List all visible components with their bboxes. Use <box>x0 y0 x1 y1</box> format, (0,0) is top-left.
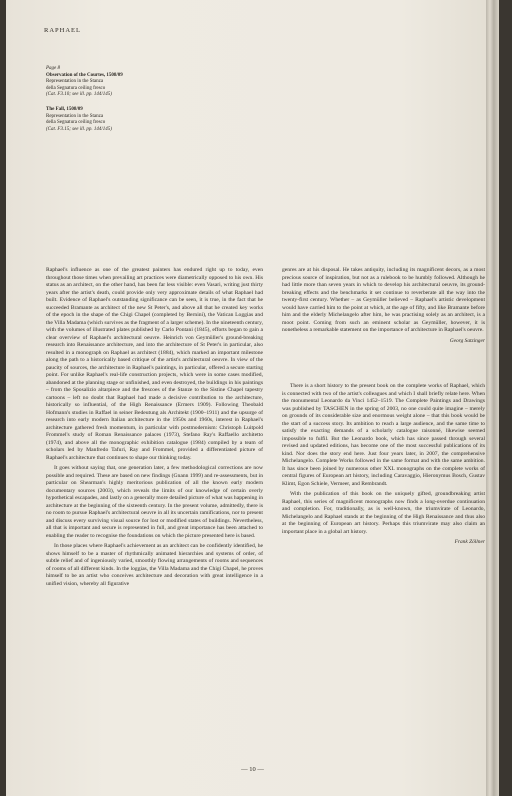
caption-title: Observation of the Courtes, 1508/09 <box>46 72 123 78</box>
caption-page-label: Page 8 <box>46 66 61 71</box>
body-paragraph: Raphael's influence as one of the greatest painters has endured right up to today, even throughout those times when prevailing art practices were diametrically opposed to his own. His status as an architect, on the other hand, has been far less visible: even Vasari, writing just thirty years after the artist's death, could provide only very approximate details of what Raphael had built. Evidence of Raphael's outstanding significance can be seen, it is true, in the fact that he succeeded Bramante as architect of the new St Peter's, and above all that he created key works of the epoch in the shape of the Chigi Chapel (completed by Bernini), the Vatican Loggias and the Villa Madama (which survives as the fragment of a larger scheme). In the nineteenth century, with the volumes of illustrated plates published by Carlo Pontani (1845), efforts began to gain a clear overview of Raphael's architectural oeuvre. Heinrich von Geymüller's ground-breaking research into Renaissance architecture, and into the architecture of St Peter's in particular, also resulted in a monograph on Raphael as architect (1884), which marked an important milestone along the path to a historically based critique of the artist's architectural oeuvre. In view of the paucity of sources, the architecture in Raphael's paintings, in particular, offered a secure starting point. For unlike Raphael's real-life construction projects, which were in some cases modified, abandoned at the planning stage or unfinished, and even destroyed, the buildings in his paintings – from the Sposalizio altarpiece and the frescoes of the Stanze to the Sistine Chapel tapestry cartoons – left no doubt that Raphael had made a decisive contribution to the architecture, historically so influential, of the High Renaissance (Ermers 1909). Following Theobald Hofmann's studies in Raffael in seiner Bedeutung als Architekt (1900–1911) and the upsurge of research into early modern Italian architecture in the 1950s and 1960s, interest in Raphael's architecture gathered fresh momentum, in particular with postmodernism: Christoph Luitpold Frommel's study of Roman Renaissance palaces (1973), Stefano Ray's Raffaello architetto (1974), and above all the monographic exhibition catalogue (1984) compiled by a team of scholars led by Manfredo Tafuri, Ray and Frommel, provided a differentiated picture of Raphael's architecture that continues to shape our thinking today. <box>46 267 263 461</box>
caption-line: Representation in the Stanza <box>46 113 104 119</box>
body-paragraph: With the publication of this book on the uniquely gifted, groundbreaking artist Raphael, this series of magnificent monographs now finds a long-overdue continuation and completion. For, traditionally, as is well-known, the triumvirate of Leonardo, Michelangelo and Raphael stands at the beginning of the High Renaissance and thus also at the beginning of European art history. Perhaps this triumvirate may also claim an important place in a global art history. <box>282 491 485 535</box>
right-text-column <box>282 267 485 547</box>
caption-ref: (Cat. F3.15; see ill. pp. 144/145) <box>46 126 112 132</box>
caption-2 <box>46 107 226 133</box>
caption-title: The Fall, 1508/09 <box>46 106 83 112</box>
caption-line: della Segnatura ceiling fresco <box>46 120 106 126</box>
section-gap <box>282 345 485 383</box>
caption-block <box>46 66 226 141</box>
caption-line: della Segnatura ceiling fresco <box>46 85 106 91</box>
running-head: RAPHAEL <box>44 27 81 34</box>
body-paragraph: genres are at his disposal. He takes antiquity, including its magnificent decors, as a most precious source of inspiration, but not as a rulebook to be humbly followed. Although he had little more than seven years in which to develop his architectural oeuvre, its ground-breaking effects and the benchmarks it set continue to reverberate all the way into the twenty-first century. Whether – as Geymüller believed – Raphael's artistic development would have carried him to the point at which, at the age of fifty, and like Bramante before him and the elderly Michelangelo after him, he was practising solely as an architect, is a moot point. Coming from such an eminent scholar as Geymüller, however, it is nonetheless a remarkable statement on the importance of architecture in Raphael's oeuvre. <box>282 267 485 333</box>
left-text-column <box>46 267 263 591</box>
body-paragraph: It goes without saying that, one generation later, a few methodological corrections are now possible and required. These are based on new findings (Gnann 1999) and re-assessments, but in particular on Shearman's highly meritorious publication of all the known early modern documentary sources (2003), which reveals the limits of our knowledge of certain overly hypothetical escapades, and lastly on a generally more detailed picture of what was happening in architecture at the beginning of the sixteenth century. In the present volume, admittedly, there is no room to pursue Raphael's architectural oeuvre in all its uncertain ramifications, nor to present and discuss every surviving visual source for lost or modified states of buildings. Nevertheless, all that is important and secure is represented in full, and great importance has been attached to enabling the reader to recognise the foundations on which the picture presented here is based. <box>46 465 263 539</box>
caption-1 <box>46 66 226 99</box>
author-signature: Frank Zöllner <box>454 539 485 545</box>
book-page <box>6 0 499 796</box>
page-edge <box>486 0 499 796</box>
caption-line: Representation in the Stanza <box>46 79 104 85</box>
body-paragraph: In those places where Raphael's achievement as an architect can be confidently identified, he shows himself to be a master of rhythmically animated hierarchies and systems of order, of subtle relief and of ingeniously varied, smoothly flowing arrangements of rooms and sequences of rooms of all different kinds. In the loggias, the Villa Madama and the Chigi Chapel, he proves himself to be an artist who conceives architecture and decoration with great intelligence in a unified vision, whereby all figurative <box>46 543 263 587</box>
page-number: — 10 — <box>241 766 264 773</box>
caption-ref: (Cat. F3.10; see ill. pp. 144/145) <box>46 92 112 98</box>
author-signature: Georg Satzinger <box>449 337 485 344</box>
body-paragraph: There is a short history to the present book on the complete works of Raphael, which is connected with two of the artist's colleagues and which I shall briefly relate here. When the monumental Leonardo da Vinci 1452–1519. The Complete Paintings and Drawings was published by TASCHEN in the spring of 2003, no one could quite imagine – merely on grounds of its considerable size and enormous weight alone – that this book would be the start of a success story. Its ambition to reach a large audience, and the same time to satisfy the exacting demands of a scholarly catalogue raisonné, likewise seemed impossible to fulfil. But the Leonardo book, which has since passed through several revised and updated editions, has become one of the most successful publications of its kind. Nor does the story end here. Just four years later, in 2007, the comprehensive Michelangelo. Complete Works followed in the same format and with the same ambition. It has since been joined by numerous other XXL monographs on the complete works of central figures of European art history, including Caravaggio, Hieronymus Bosch, Gustav Klimt, Egon Schiele, Vermeer, and Rembrandt. <box>282 383 485 487</box>
